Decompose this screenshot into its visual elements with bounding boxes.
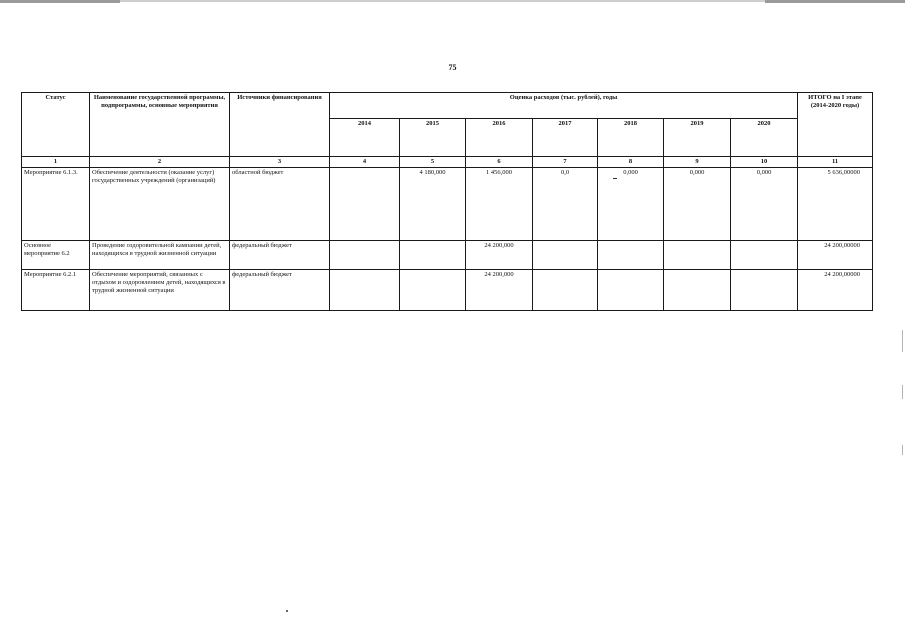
row-value (330, 270, 400, 311)
column-number: 1 (22, 157, 90, 168)
row-status: Мероприятие 6.1.3. (22, 168, 90, 241)
header-year: 2014 (330, 119, 400, 157)
column-number-row (22, 157, 873, 168)
row-total: 24 200,00000 (798, 241, 873, 270)
column-number: 11 (798, 157, 873, 168)
header-year: 2016 (466, 119, 533, 157)
header-name: Наименование государственной программы, подпрограммы, основные мероприятия (90, 93, 230, 157)
row-value (731, 241, 798, 270)
row-value (400, 270, 466, 311)
row-value (664, 241, 731, 270)
row-value (664, 270, 731, 311)
row-value (330, 168, 400, 241)
row-value: 4 180,000 (400, 168, 466, 241)
column-number: 4 (330, 157, 400, 168)
row-value: 0,000 (731, 168, 798, 241)
scan-margin-mark (902, 385, 903, 399)
row-name: Обеспечение мероприятий, связанных с отдыхом и оздоровлением детей, находящихся в трудной жизненной ситуации (90, 270, 230, 311)
header-sources: Источники финансирования (230, 93, 330, 157)
row-value (533, 270, 598, 311)
header-year: 2019 (664, 119, 731, 157)
row-source: федеральный бюджет (230, 241, 330, 270)
column-number: 2 (90, 157, 230, 168)
header-total: ИТОГО на I этапе (2014-2020 годы) (798, 93, 873, 157)
table-row (22, 168, 873, 241)
scan-margin-mark (902, 330, 903, 352)
row-value (533, 241, 598, 270)
scan-edge-mark (0, 0, 120, 3)
row-source: федеральный бюджет (230, 270, 330, 311)
row-value (731, 270, 798, 311)
header-estimate: Оценка расходов (тыс. рублей), годы (330, 93, 798, 119)
header-status: Статус (22, 93, 90, 157)
row-value: 0,000 (664, 168, 731, 241)
row-name: Обеспечение деятельности (оказание услуг) государственных учреждений (организаций) (90, 168, 230, 241)
row-value: 1 456,000 (466, 168, 533, 241)
row-name: Проведение оздоровительной кампании детей, находящихся в трудной жизненной ситуации (90, 241, 230, 270)
scan-speck (613, 178, 617, 179)
row-value (330, 241, 400, 270)
row-value: 24 200,000 (466, 270, 533, 311)
column-number: 9 (664, 157, 731, 168)
column-number: 7 (533, 157, 598, 168)
column-number: 6 (466, 157, 533, 168)
row-value: 24 200,000 (466, 241, 533, 270)
scan-edge-mark (765, 0, 905, 3)
table-row (22, 241, 873, 270)
table-row (22, 270, 873, 311)
row-status: Основное мероприятие 6.2 (22, 241, 90, 270)
scan-margin-mark (902, 445, 903, 455)
header-year: 2017 (533, 119, 598, 157)
row-value: 0,0 (533, 168, 598, 241)
row-total: 5 636,00000 (798, 168, 873, 241)
row-value (400, 241, 466, 270)
header-year: 2015 (400, 119, 466, 157)
row-value (598, 241, 664, 270)
column-number: 10 (731, 157, 798, 168)
page-number: 75 (448, 63, 457, 72)
row-total: 24 200,00000 (798, 270, 873, 311)
row-status: Мероприятие 6.2.1 (22, 270, 90, 311)
expenditure-table (21, 92, 873, 311)
column-number: 3 (230, 157, 330, 168)
row-value (598, 270, 664, 311)
column-number: 5 (400, 157, 466, 168)
row-value: 0,000 (598, 168, 664, 241)
column-number: 8 (598, 157, 664, 168)
header-year: 2018 (598, 119, 664, 157)
header-year: 2020 (731, 119, 798, 157)
row-source: областной бюджет (230, 168, 330, 241)
scan-speck (286, 610, 288, 612)
